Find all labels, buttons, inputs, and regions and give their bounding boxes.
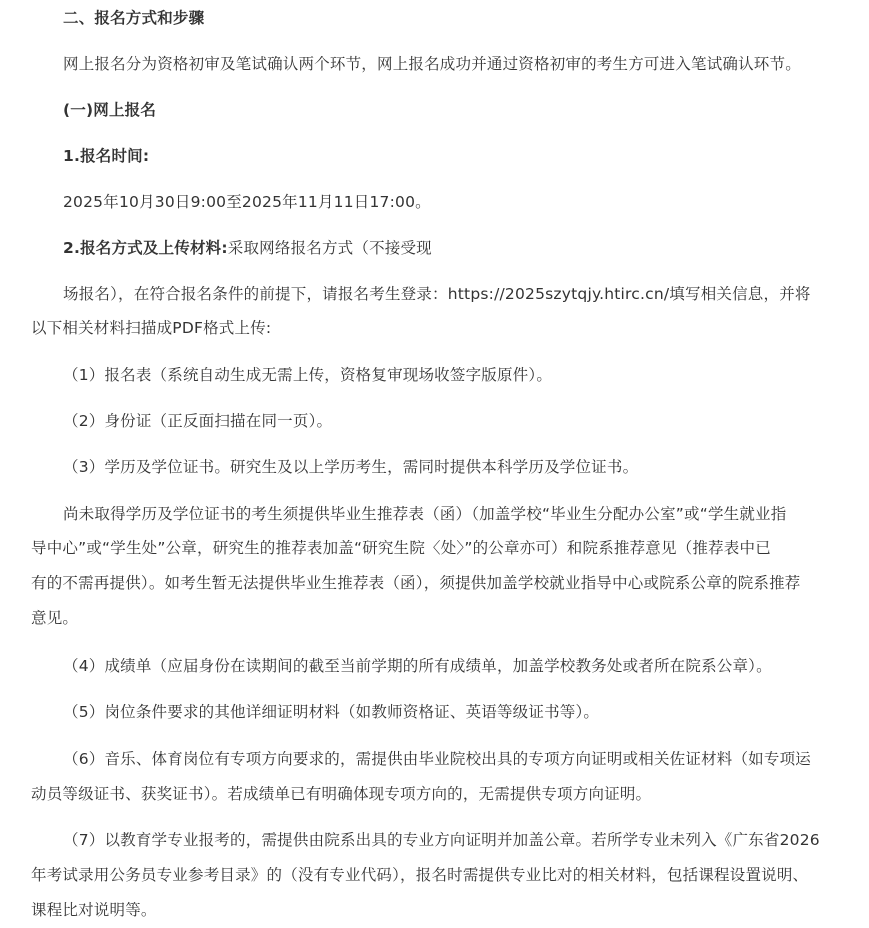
method-line-3: 以下相关材料扫描成PDF格式上传: [31,319,272,337]
method-text-1: 采取网络报名方式（不接受现 [227,239,432,257]
note-line-1: 尚未取得学历及学位证书的考生须提供毕业生推荐表（函）（加盖学校“毕业生分配办公室”或“学生就业指 [63,505,787,523]
material-item-2: （2）身份证（正反面扫描在同一页）。 [63,412,333,430]
material-item-3: （3）学历及学位证书。研究生及以上学历考生，需同时提供本科学历及学位证书。 [63,458,639,476]
material-item-7-line-2: 年考试录用公务员专业参考目录》的（没有专业代码），报名时需提供专业比对的相关材料，包括课程设置说明、 [31,866,809,884]
subsection-title: (一)网上报名 [63,101,157,119]
material-item-6-line-2: 动员等级证书、获奖证书）。若成绩单已有明确体现专项方向的，无需提供专项方向证明。 [31,785,652,803]
section-title: 二、报名方式和步骤 [63,9,205,27]
material-item-7-line-3: 课程比对说明等。 [31,901,157,919]
material-item-1: （1）报名表（系统自动生成无需上传，资格复审现场收签字版原件）。 [63,366,553,384]
method-heading: 2.报名方式及上传材料: [63,239,228,257]
material-item-5: （5）岗位条件要求的其他详细证明材料（如教师资格证、英语等级证书等）。 [63,703,600,721]
note-line-2: 导中心”或“学生处”公章，研究生的推荐表加盖“研究生院〈处〉”的公章亦可）和院系推荐意见（推荐表中已 [31,539,771,557]
material-item-6-line-1: （6）音乐、体育岗位有专项方向要求的，需提供由毕业院校出具的专项方向证明或相关佐证材料（如专项运 [63,750,811,768]
note-line-4: 意见。 [31,609,79,627]
method-line-1 [63,237,432,259]
material-item-4: （4）成绩单（应届身份在读期间的截至当前学期的所有成绩单，加盖学校教务处或者所在院系公章）。 [63,657,772,675]
intro-paragraph: 网上报名分为资格初审及笔试确认两个环节，网上报名成功并通过资格初审的考生方可进入笔试确认环节。 [63,55,801,73]
time-heading: 1.报名时间: [63,147,150,165]
method-line-2: 场报名），在符合报名条件的前提下，请报名考生登录：https://2025szytqjy.htirc.cn/填写相关信息，并将 [63,285,811,303]
time-value: 2025年10月30日9:00至2025年11月11日17:00。 [63,193,431,211]
material-item-7-line-1: （7）以教育学专业报考的，需提供由院系出具的专业方向证明并加盖公章。若所学专业未列入《广东省2026 [63,831,820,849]
note-line-3: 有的不需再提供）。如考生暂无法提供毕业生推荐表（函），须提供加盖学校就业指导中心或院系公章的院系推荐 [31,574,801,592]
